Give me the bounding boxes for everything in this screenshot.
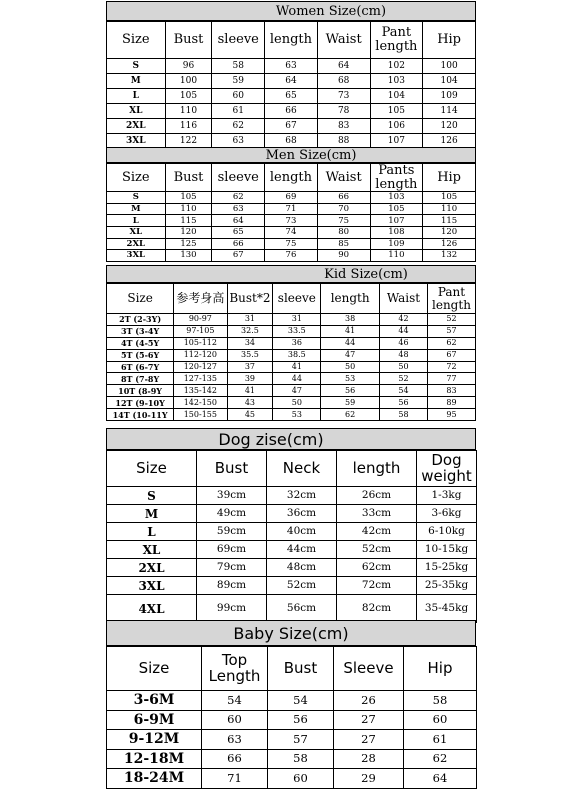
kid-value-cell: 127-135 bbox=[174, 373, 227, 385]
women-value-cell: 59 bbox=[212, 74, 265, 89]
women-table-row bbox=[107, 74, 476, 89]
dog-value-cell: 48cm bbox=[267, 559, 337, 577]
dog-value-cell: 10-15kg bbox=[417, 541, 477, 559]
baby-header-cell: Hip bbox=[404, 647, 477, 691]
men-header-cell: Waist bbox=[317, 164, 370, 192]
kid-header-cell: Pant length bbox=[427, 284, 475, 314]
baby-size-cell: 18-24M bbox=[107, 769, 202, 789]
men-value-cell: 73 bbox=[265, 215, 318, 227]
men-table-row bbox=[107, 192, 476, 204]
kid-value-cell: 37 bbox=[227, 361, 273, 373]
women-value-cell: 105 bbox=[165, 89, 212, 104]
kid-value-cell: 42 bbox=[379, 314, 427, 326]
men-header-row bbox=[107, 164, 476, 192]
men-value-cell: 105 bbox=[423, 192, 476, 204]
dog-value-cell: 1-3kg bbox=[417, 487, 477, 505]
men-value-cell: 64 bbox=[212, 215, 265, 227]
women-value-cell: 126 bbox=[423, 134, 476, 149]
men-header-cell: Hip bbox=[423, 164, 476, 192]
dog-table-row bbox=[107, 577, 477, 595]
kid-value-cell: 41 bbox=[227, 385, 273, 397]
women-value-cell: 100 bbox=[165, 74, 212, 89]
kid-size-cell: 3T (3-4Y bbox=[107, 325, 174, 337]
kid-value-cell: 44 bbox=[321, 337, 380, 349]
men-size-cell: 3XL bbox=[107, 250, 166, 262]
men-value-cell: 120 bbox=[423, 227, 476, 239]
men-value-cell: 109 bbox=[370, 238, 423, 250]
dog-table-row bbox=[107, 595, 477, 623]
women-value-cell: 106 bbox=[370, 119, 423, 134]
women-size-section bbox=[106, 1, 476, 149]
men-table-row bbox=[107, 250, 476, 262]
kid-value-cell: 59 bbox=[321, 397, 380, 409]
kid-value-cell: 31 bbox=[273, 314, 321, 326]
kid-value-cell: 77 bbox=[427, 373, 475, 385]
dog-value-cell: 36cm bbox=[267, 505, 337, 523]
women-value-cell: 66 bbox=[265, 104, 318, 119]
dog-table-row bbox=[107, 559, 477, 577]
men-value-cell: 90 bbox=[317, 250, 370, 262]
kid-value-cell: 41 bbox=[273, 361, 321, 373]
kid-table-row bbox=[107, 325, 476, 337]
dog-value-cell: 32cm bbox=[267, 487, 337, 505]
dog-size-cell: L bbox=[107, 523, 197, 541]
kid-size-cell: 6T (6-7Y bbox=[107, 361, 174, 373]
kid-table-row bbox=[107, 361, 476, 373]
men-header-cell: Bust bbox=[165, 164, 212, 192]
dog-size-cell: 2XL bbox=[107, 559, 197, 577]
baby-size-table bbox=[106, 646, 477, 789]
dog-value-cell: 26cm bbox=[337, 487, 417, 505]
men-size-cell: 2XL bbox=[107, 238, 166, 250]
kid-value-cell: 58 bbox=[379, 409, 427, 421]
dog-size-title: Dog zise(cm) bbox=[106, 428, 476, 450]
women-value-cell: 107 bbox=[370, 134, 423, 149]
kid-table-row bbox=[107, 373, 476, 385]
kid-value-cell: 33.5 bbox=[273, 325, 321, 337]
women-value-cell: 62 bbox=[212, 119, 265, 134]
kid-size-cell: 2T (2-3Y) bbox=[107, 314, 174, 326]
men-value-cell: 110 bbox=[423, 203, 476, 215]
dog-value-cell: 44cm bbox=[267, 541, 337, 559]
men-value-cell: 74 bbox=[265, 227, 318, 239]
kid-value-cell: 38.5 bbox=[273, 349, 321, 361]
dog-value-cell: 79cm bbox=[197, 559, 267, 577]
baby-value-cell: 71 bbox=[202, 769, 268, 789]
women-value-cell: 64 bbox=[317, 59, 370, 74]
women-size-cell: XL bbox=[107, 104, 166, 119]
kid-size-cell: 10T (8-9Y bbox=[107, 385, 174, 397]
kid-value-cell: 142-150 bbox=[174, 397, 227, 409]
dog-value-cell: 59cm bbox=[197, 523, 267, 541]
dog-value-cell: 56cm bbox=[267, 595, 337, 623]
men-value-cell: 126 bbox=[423, 238, 476, 250]
kid-value-cell: 89 bbox=[427, 397, 475, 409]
women-header-cell: Pant length bbox=[370, 22, 423, 59]
baby-size-cell: 9-12M bbox=[107, 730, 202, 750]
women-value-cell: 104 bbox=[370, 89, 423, 104]
dog-value-cell: 40cm bbox=[267, 523, 337, 541]
baby-value-cell: 61 bbox=[404, 730, 477, 750]
kid-value-cell: 62 bbox=[321, 409, 380, 421]
men-value-cell: 66 bbox=[212, 238, 265, 250]
women-value-cell: 96 bbox=[165, 59, 212, 74]
baby-value-cell: 54 bbox=[202, 691, 268, 711]
women-size-cell: M bbox=[107, 74, 166, 89]
kid-header-cell: Bust*2 bbox=[227, 284, 273, 314]
kid-value-cell: 54 bbox=[379, 385, 427, 397]
women-value-cell: 109 bbox=[423, 89, 476, 104]
dog-size-cell: 4XL bbox=[107, 595, 197, 623]
kid-size-cell: 14T (10-11Y bbox=[107, 409, 174, 421]
baby-value-cell: 60 bbox=[268, 769, 334, 789]
men-table-row bbox=[107, 227, 476, 239]
kid-value-cell: 36 bbox=[273, 337, 321, 349]
women-value-cell: 78 bbox=[317, 104, 370, 119]
men-value-cell: 76 bbox=[265, 250, 318, 262]
kid-value-cell: 90-97 bbox=[174, 314, 227, 326]
dog-table-row bbox=[107, 505, 477, 523]
women-value-cell: 63 bbox=[212, 134, 265, 149]
kid-header-cell: length bbox=[321, 284, 380, 314]
dog-value-cell: 52cm bbox=[337, 541, 417, 559]
women-value-cell: 120 bbox=[423, 119, 476, 134]
women-value-cell: 116 bbox=[165, 119, 212, 134]
dog-value-cell: 3-6kg bbox=[417, 505, 477, 523]
women-size-cell: 3XL bbox=[107, 134, 166, 149]
kid-value-cell: 95 bbox=[427, 409, 475, 421]
women-value-cell: 114 bbox=[423, 104, 476, 119]
baby-header-cell: Bust bbox=[268, 647, 334, 691]
kid-size-cell: 4T (4-5Y bbox=[107, 337, 174, 349]
men-value-cell: 65 bbox=[212, 227, 265, 239]
kid-value-cell: 44 bbox=[379, 325, 427, 337]
women-table-row bbox=[107, 59, 476, 74]
women-value-cell: 60 bbox=[212, 89, 265, 104]
baby-header-cell: Sleeve bbox=[334, 647, 404, 691]
kid-value-cell: 45 bbox=[227, 409, 273, 421]
dog-value-cell: 6-10kg bbox=[417, 523, 477, 541]
women-header-cell: Hip bbox=[423, 22, 476, 59]
men-value-cell: 110 bbox=[165, 203, 212, 215]
dog-value-cell: 69cm bbox=[197, 541, 267, 559]
kid-value-cell: 97-105 bbox=[174, 325, 227, 337]
kid-value-cell: 56 bbox=[321, 385, 380, 397]
kid-value-cell: 32.5 bbox=[227, 325, 273, 337]
dog-value-cell: 89cm bbox=[197, 577, 267, 595]
dog-value-cell: 39cm bbox=[197, 487, 267, 505]
baby-table-row bbox=[107, 749, 477, 769]
baby-size-title: Baby Size(cm) bbox=[106, 620, 476, 646]
women-header-cell: Bust bbox=[165, 22, 212, 59]
men-value-cell: 66 bbox=[317, 192, 370, 204]
baby-value-cell: 26 bbox=[334, 691, 404, 711]
women-size-title: Women Size(cm) bbox=[106, 1, 476, 21]
baby-value-cell: 29 bbox=[334, 769, 404, 789]
dog-header-cell: Neck bbox=[267, 451, 337, 487]
dog-value-cell: 49cm bbox=[197, 505, 267, 523]
men-value-cell: 125 bbox=[165, 238, 212, 250]
kid-table-row bbox=[107, 409, 476, 421]
dog-value-cell: 72cm bbox=[337, 577, 417, 595]
kid-value-cell: 53 bbox=[321, 373, 380, 385]
kid-header-cell: Waist bbox=[379, 284, 427, 314]
kid-size-title: Kid Size(cm) bbox=[106, 265, 476, 283]
kid-value-cell: 135-142 bbox=[174, 385, 227, 397]
kid-value-cell: 50 bbox=[273, 397, 321, 409]
men-value-cell: 115 bbox=[423, 215, 476, 227]
kid-value-cell: 150-155 bbox=[174, 409, 227, 421]
men-value-cell: 75 bbox=[317, 215, 370, 227]
dog-value-cell: 25-35kg bbox=[417, 577, 477, 595]
men-value-cell: 69 bbox=[265, 192, 318, 204]
men-header-cell: Size bbox=[107, 164, 166, 192]
dog-size-section bbox=[106, 428, 476, 623]
baby-value-cell: 54 bbox=[268, 691, 334, 711]
kid-value-cell: 38 bbox=[321, 314, 380, 326]
men-header-cell: Pants length bbox=[370, 164, 423, 192]
kid-size-cell: 8T (7-8Y bbox=[107, 373, 174, 385]
kid-size-cell: 5T (5-6Y bbox=[107, 349, 174, 361]
dog-value-cell: 82cm bbox=[337, 595, 417, 623]
kid-value-cell: 47 bbox=[273, 385, 321, 397]
men-size-table bbox=[106, 163, 476, 262]
women-value-cell: 64 bbox=[265, 74, 318, 89]
women-value-cell: 105 bbox=[370, 104, 423, 119]
kid-value-cell: 56 bbox=[379, 397, 427, 409]
men-value-cell: 71 bbox=[265, 203, 318, 215]
kid-table-row bbox=[107, 314, 476, 326]
dog-size-cell: 3XL bbox=[107, 577, 197, 595]
baby-value-cell: 28 bbox=[334, 749, 404, 769]
men-value-cell: 67 bbox=[212, 250, 265, 262]
baby-value-cell: 60 bbox=[202, 710, 268, 730]
men-table-row bbox=[107, 238, 476, 250]
kid-value-cell: 50 bbox=[321, 361, 380, 373]
baby-header-cell: Top Length bbox=[202, 647, 268, 691]
dog-value-cell: 42cm bbox=[337, 523, 417, 541]
kid-size-cell: 12T (9-10Y bbox=[107, 397, 174, 409]
kid-header-cell: Size bbox=[107, 284, 174, 314]
dog-header-cell: Size bbox=[107, 451, 197, 487]
women-table-row bbox=[107, 104, 476, 119]
kid-header-cell: sleeve bbox=[273, 284, 321, 314]
women-table-row bbox=[107, 119, 476, 134]
men-value-cell: 110 bbox=[370, 250, 423, 262]
baby-value-cell: 56 bbox=[268, 710, 334, 730]
women-value-cell: 63 bbox=[265, 59, 318, 74]
baby-value-cell: 58 bbox=[268, 749, 334, 769]
kid-value-cell: 39 bbox=[227, 373, 273, 385]
women-value-cell: 83 bbox=[317, 119, 370, 134]
baby-table-row bbox=[107, 710, 477, 730]
kid-value-cell: 35.5 bbox=[227, 349, 273, 361]
kid-value-cell: 57 bbox=[427, 325, 475, 337]
men-header-cell: length bbox=[265, 164, 318, 192]
kid-header-row bbox=[107, 284, 476, 314]
baby-header-row bbox=[107, 647, 477, 691]
baby-value-cell: 63 bbox=[202, 730, 268, 750]
men-value-cell: 115 bbox=[165, 215, 212, 227]
kid-value-cell: 112-120 bbox=[174, 349, 227, 361]
men-size-cell: XL bbox=[107, 227, 166, 239]
women-header-cell: Size bbox=[107, 22, 166, 59]
kid-value-cell: 72 bbox=[427, 361, 475, 373]
dog-header-cell: length bbox=[337, 451, 417, 487]
women-header-cell: Waist bbox=[317, 22, 370, 59]
men-size-cell: M bbox=[107, 203, 166, 215]
men-value-cell: 85 bbox=[317, 238, 370, 250]
men-value-cell: 62 bbox=[212, 192, 265, 204]
dog-value-cell: 52cm bbox=[267, 577, 337, 595]
men-value-cell: 108 bbox=[370, 227, 423, 239]
men-value-cell: 130 bbox=[165, 250, 212, 262]
dog-value-cell: 33cm bbox=[337, 505, 417, 523]
kid-value-cell: 44 bbox=[273, 373, 321, 385]
women-value-cell: 68 bbox=[317, 74, 370, 89]
kid-value-cell: 105-112 bbox=[174, 337, 227, 349]
kid-value-cell: 43 bbox=[227, 397, 273, 409]
women-value-cell: 100 bbox=[423, 59, 476, 74]
men-value-cell: 105 bbox=[165, 192, 212, 204]
women-value-cell: 73 bbox=[317, 89, 370, 104]
women-value-cell: 122 bbox=[165, 134, 212, 149]
dog-size-table bbox=[106, 450, 477, 623]
men-value-cell: 103 bbox=[370, 192, 423, 204]
kid-value-cell: 62 bbox=[427, 337, 475, 349]
baby-table-row bbox=[107, 691, 477, 711]
kid-value-cell: 52 bbox=[427, 314, 475, 326]
kid-value-cell: 83 bbox=[427, 385, 475, 397]
men-value-cell: 75 bbox=[265, 238, 318, 250]
dog-header-cell: Dog weight bbox=[417, 451, 477, 487]
kid-value-cell: 46 bbox=[379, 337, 427, 349]
men-value-cell: 63 bbox=[212, 203, 265, 215]
women-size-table bbox=[106, 21, 476, 149]
dog-size-cell: S bbox=[107, 487, 197, 505]
kid-value-cell: 120-127 bbox=[174, 361, 227, 373]
baby-value-cell: 58 bbox=[404, 691, 477, 711]
kid-value-cell: 50 bbox=[379, 361, 427, 373]
baby-size-section bbox=[106, 620, 476, 789]
baby-value-cell: 62 bbox=[404, 749, 477, 769]
baby-header-cell: Size bbox=[107, 647, 202, 691]
women-value-cell: 88 bbox=[317, 134, 370, 149]
men-value-cell: 132 bbox=[423, 250, 476, 262]
baby-value-cell: 64 bbox=[404, 769, 477, 789]
kid-value-cell: 52 bbox=[379, 373, 427, 385]
baby-size-cell: 6-9M bbox=[107, 710, 202, 730]
women-value-cell: 58 bbox=[212, 59, 265, 74]
women-value-cell: 102 bbox=[370, 59, 423, 74]
kid-value-cell: 31 bbox=[227, 314, 273, 326]
kid-header-cell: 参考身高 bbox=[174, 284, 227, 314]
baby-value-cell: 60 bbox=[404, 710, 477, 730]
women-value-cell: 67 bbox=[265, 119, 318, 134]
women-value-cell: 104 bbox=[423, 74, 476, 89]
men-size-cell: L bbox=[107, 215, 166, 227]
women-size-cell: 2XL bbox=[107, 119, 166, 134]
kid-table-row bbox=[107, 349, 476, 361]
baby-table-row bbox=[107, 730, 477, 750]
men-size-title: Men Size(cm) bbox=[106, 147, 476, 163]
kid-table-row bbox=[107, 397, 476, 409]
kid-table-row bbox=[107, 337, 476, 349]
men-value-cell: 70 bbox=[317, 203, 370, 215]
men-table-row bbox=[107, 203, 476, 215]
men-value-cell: 107 bbox=[370, 215, 423, 227]
baby-value-cell: 57 bbox=[268, 730, 334, 750]
kid-value-cell: 48 bbox=[379, 349, 427, 361]
dog-value-cell: 15-25kg bbox=[417, 559, 477, 577]
dog-table-row bbox=[107, 523, 477, 541]
women-value-cell: 65 bbox=[265, 89, 318, 104]
kid-value-cell: 34 bbox=[227, 337, 273, 349]
kid-size-section bbox=[106, 265, 476, 421]
women-value-cell: 110 bbox=[165, 104, 212, 119]
men-value-cell: 80 bbox=[317, 227, 370, 239]
dog-value-cell: 35-45kg bbox=[417, 595, 477, 623]
men-value-cell: 120 bbox=[165, 227, 212, 239]
kid-table-row bbox=[107, 385, 476, 397]
women-value-cell: 103 bbox=[370, 74, 423, 89]
baby-table-row bbox=[107, 769, 477, 789]
kid-value-cell: 41 bbox=[321, 325, 380, 337]
men-size-section bbox=[106, 147, 476, 262]
women-size-cell: L bbox=[107, 89, 166, 104]
dog-value-cell: 62cm bbox=[337, 559, 417, 577]
dog-header-row bbox=[107, 451, 477, 487]
dog-table-row bbox=[107, 541, 477, 559]
baby-value-cell: 27 bbox=[334, 730, 404, 750]
women-value-cell: 61 bbox=[212, 104, 265, 119]
kid-value-cell: 53 bbox=[273, 409, 321, 421]
women-header-cell: sleeve bbox=[212, 22, 265, 59]
dog-table-row bbox=[107, 487, 477, 505]
women-header-cell: length bbox=[265, 22, 318, 59]
women-table-row bbox=[107, 89, 476, 104]
baby-size-cell: 3-6M bbox=[107, 691, 202, 711]
baby-value-cell: 66 bbox=[202, 749, 268, 769]
dog-size-cell: M bbox=[107, 505, 197, 523]
baby-value-cell: 27 bbox=[334, 710, 404, 730]
kid-size-table bbox=[106, 283, 476, 421]
men-size-cell: S bbox=[107, 192, 166, 204]
kid-value-cell: 67 bbox=[427, 349, 475, 361]
women-size-cell: S bbox=[107, 59, 166, 74]
men-value-cell: 105 bbox=[370, 203, 423, 215]
men-table-row bbox=[107, 215, 476, 227]
dog-header-cell: Bust bbox=[197, 451, 267, 487]
men-header-cell: sleeve bbox=[212, 164, 265, 192]
kid-value-cell: 47 bbox=[321, 349, 380, 361]
baby-size-cell: 12-18M bbox=[107, 749, 202, 769]
dog-size-cell: XL bbox=[107, 541, 197, 559]
women-value-cell: 68 bbox=[265, 134, 318, 149]
women-header-row bbox=[107, 22, 476, 59]
dog-value-cell: 99cm bbox=[197, 595, 267, 623]
